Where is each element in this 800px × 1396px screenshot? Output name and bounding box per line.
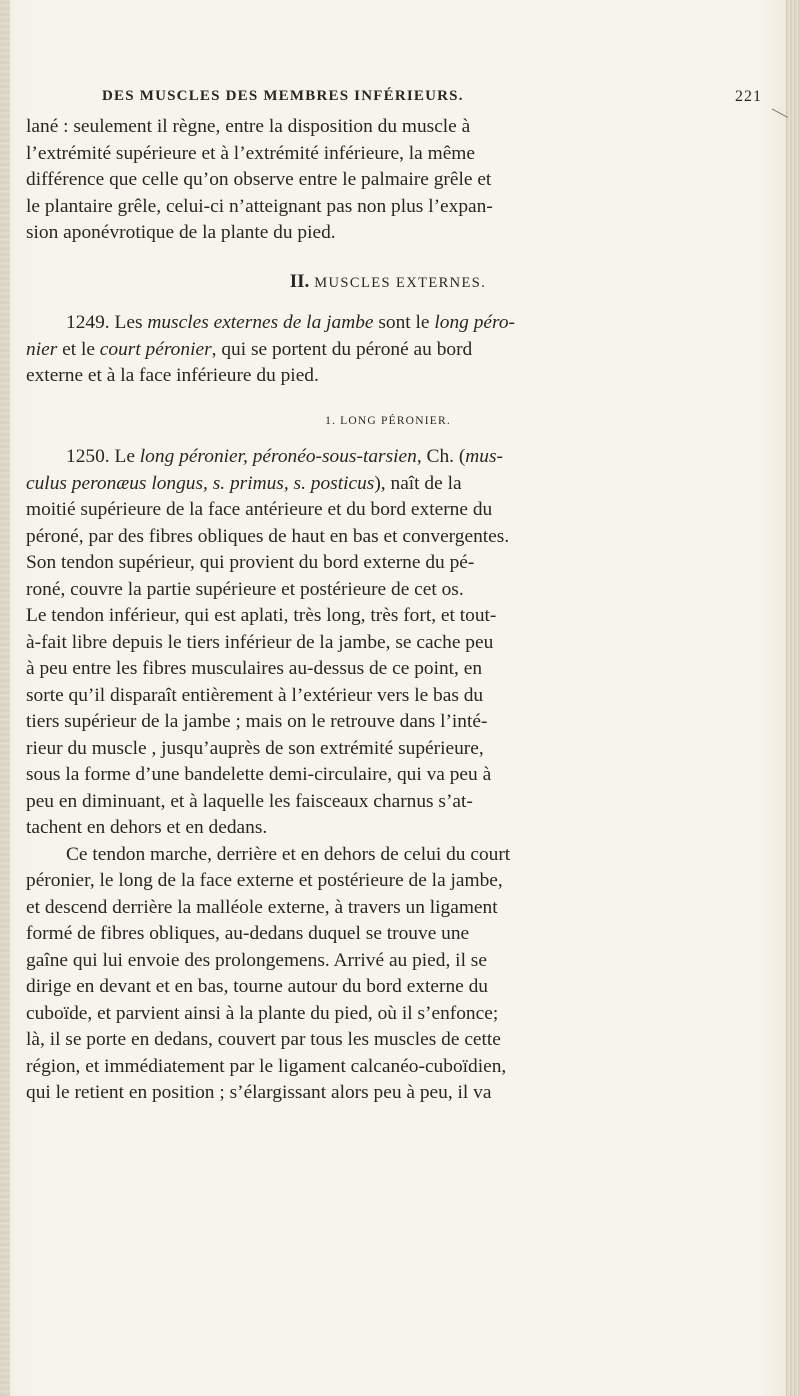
- text-line: Ce tendon marche, derrière et en dehors de celui du court: [66, 843, 511, 865]
- text-run: ), naît de la: [374, 472, 462, 494]
- paragraph-number: 1250.: [66, 446, 110, 467]
- page-edge: [786, 0, 800, 1396]
- italic-run: culus peronæus longus, s. primus, s. posticus: [26, 472, 375, 494]
- text-line: sorte qu’il disparaît entièrement à l’extérieur vers le bas du: [26, 684, 484, 706]
- text-line: péronier, le long de la face externe et postérieure de la jambe,: [26, 870, 503, 891]
- italic-run: long péronier, péronéo-sous-tarsien: [139, 446, 417, 467]
- text-line: rieur du muscle , jusqu’auprès de son extrémité supérieure,: [26, 737, 484, 759]
- text-line: externe et à la face inférieure du pied.: [26, 365, 319, 386]
- text-run: sont le: [373, 312, 435, 333]
- text-line: et descend derrière la malléole externe, à travers un ligament: [26, 896, 498, 918]
- text-line: Son tendon supérieur, qui provient du bord externe du pé-: [26, 552, 475, 573]
- italic-run: muscles externes de la jambe: [147, 312, 374, 333]
- text-run: , Ch. (: [416, 446, 466, 467]
- text-run: et le: [57, 338, 100, 360]
- italic-run: nier: [26, 338, 58, 360]
- italic-run: mus-: [465, 446, 503, 467]
- text-line: là, il se porte en dedans, couvert par tous les muscles de cette: [26, 1029, 501, 1050]
- page-header: [92, 88, 762, 112]
- text-line: cuboïde, et parvient ainsi à la plante du pied, où il s’enfonce;: [26, 1002, 499, 1024]
- text-line: moitié supérieure de la face antérieure et du bord externe du: [26, 499, 493, 520]
- text-line: dirige en devant et en bas, tourne autour du bord externe du: [26, 976, 488, 997]
- text-run: Les: [109, 312, 148, 333]
- paragraph-first-line: [26, 444, 750, 471]
- subsection-heading: 1. LONG PÉRONIER.: [325, 414, 451, 427]
- text-line: l’extrémité supérieure et à l’extrémité inférieure, la même: [26, 142, 475, 164]
- text-line: lané : seulement il règne, entre la disposition du muscle à: [26, 116, 471, 137]
- text-line: roné, couvre la partie supérieure et postérieure de cet os.: [26, 578, 464, 600]
- page-gutter-shadow: [0, 0, 10, 1396]
- text-line: formé de fibres obliques, au-dedans duquel se trouve une: [26, 923, 470, 944]
- text-line: à-fait libre depuis le tiers inférieur de la jambe, se cache peu: [26, 631, 494, 653]
- text-line: région, et immédiatement par le ligament calcanéo-cuboïdien,: [26, 1055, 507, 1077]
- text-line: [26, 471, 750, 498]
- text-line: tachent en dehors et en dedans.: [26, 817, 268, 838]
- paragraph-first-line: [26, 310, 750, 337]
- text-line: le plantaire grêle, celui-ci n’atteignant pas non plus l’expan-: [26, 195, 493, 217]
- italic-run: long péro-: [434, 312, 515, 333]
- text-line: péroné, par des fibres obliques de haut en bas et convergentes.: [26, 525, 510, 547]
- text-line: gaîne qui lui envoie des prolongemens. Arrivé au pied, il se: [26, 949, 487, 971]
- italic-run: court péronier: [99, 338, 212, 360]
- text-line: qui le retient en position ; s’élargissant alors peu à peu, il va: [26, 1082, 492, 1103]
- text-run: Le: [109, 446, 140, 467]
- text-line: [26, 337, 750, 364]
- text-line: tiers supérieur de la jambe ; mais on le retrouve dans l’inté-: [26, 711, 488, 732]
- body-text: [26, 114, 750, 1107]
- text-run: , qui se portent du péroné au bord: [211, 338, 473, 360]
- section-number: II.: [289, 270, 310, 292]
- page-number: 221: [735, 88, 762, 105]
- text-line: peu en diminuant, et à laquelle les faisceaux charnus s’at-: [26, 790, 473, 812]
- text-line: à peu entre les fibres musculaires au-dessus de ce point, en: [26, 658, 483, 679]
- section-title: MUSCLES EXTERNES.: [314, 274, 487, 291]
- section-heading: [26, 269, 750, 297]
- pencil-mark: [766, 109, 788, 129]
- text-line: différence que celle qu’on observe entre le palmaire grêle et: [26, 169, 492, 190]
- running-head: DES MUSCLES DES MEMBRES INFÉRIEURS.: [102, 88, 464, 104]
- text-line: sion aponévrotique de la plante du pied.: [26, 222, 336, 243]
- paragraph-number: 1249.: [66, 312, 110, 333]
- text-line: Le tendon inférieur, qui est aplati, très long, très fort, et tout-: [26, 605, 497, 626]
- text-line: sous la forme d’une bandelette demi-circulaire, qui va peu à: [26, 764, 492, 785]
